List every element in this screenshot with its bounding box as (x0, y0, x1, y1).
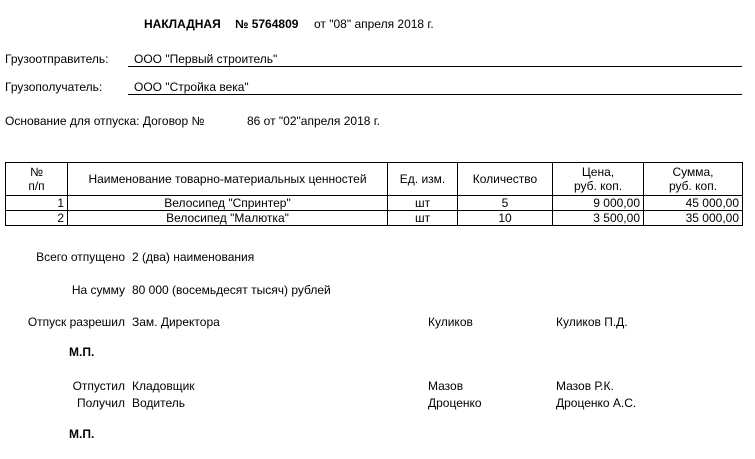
header-unit: Ед. изм. (388, 163, 458, 196)
sender-underline (128, 66, 742, 67)
received-by-signature: Дроценко (428, 396, 482, 410)
received-by-label: Получил (77, 396, 125, 410)
row-num: 2 (6, 211, 68, 226)
row-sum: 45 000,00 (644, 196, 743, 211)
row-price: 3 500,00 (553, 211, 644, 226)
header-sum-line1: Сумма, (672, 165, 714, 179)
header-qty: Количество (458, 163, 553, 196)
header-sum-line2: руб. коп. (668, 179, 718, 193)
row-name: Велосипед "Малютка" (68, 211, 388, 226)
row-unit: шт (388, 196, 458, 211)
header-num (6, 163, 68, 196)
basis-value: 86 от "02"апреля 2018 г. (247, 114, 381, 128)
received-by-name: Дроценко А.С. (556, 396, 637, 410)
header-price-line2: руб. коп. (573, 179, 623, 193)
released-total-label: Всего отпущено (36, 250, 125, 264)
header-num-line1: № (30, 165, 43, 179)
row-sum: 35 000,00 (644, 211, 743, 226)
items-table (5, 162, 743, 226)
released-by-name: Мазов Р.К. (556, 379, 614, 393)
stamp-place-2: М.П. (69, 427, 95, 441)
document-date: от "08" апреля 2018 г. (314, 17, 434, 31)
sum-total-label: На сумму (71, 283, 125, 297)
document-title: НАКЛАДНАЯ (144, 17, 221, 31)
sum-total-value: 80 000 (восемьдесят тысяч) рублей (132, 283, 331, 297)
released-by-position: Кладовщик (132, 379, 195, 393)
header-name: Наименование товарно-материальных ценностей (68, 163, 388, 196)
receiver-underline (128, 94, 742, 95)
header-price-line1: Цена, (581, 165, 615, 179)
header-num-line2: п/п (28, 179, 45, 193)
row-num: 1 (6, 196, 68, 211)
document-number: № 5764809 (235, 17, 299, 31)
permitted-label: Отпуск разрешил (27, 315, 125, 329)
header-price (553, 163, 644, 196)
row-qty: 10 (458, 211, 553, 226)
permitted-signature: Куликов (428, 315, 473, 329)
header-sum (644, 163, 743, 196)
receiver-value: ООО "Стройка века" (134, 80, 249, 94)
released-by-signature: Мазов (428, 379, 464, 393)
row-unit: шт (388, 211, 458, 226)
row-qty: 5 (458, 196, 553, 211)
table-row (6, 196, 743, 211)
released-by-label: Отпустил (72, 379, 125, 393)
permitted-name: Куликов П.Д. (556, 315, 628, 329)
received-by-position: Водитель (132, 396, 186, 410)
stamp-place-1: М.П. (69, 345, 95, 359)
row-price: 9 000,00 (553, 196, 644, 211)
released-total-value: 2 (два) наименования (132, 250, 255, 264)
row-name: Велосипед "Спринтер" (68, 196, 388, 211)
basis-label: Основание для отпуска: Договор № (5, 114, 205, 128)
table-row (6, 211, 743, 226)
table-header-row (6, 163, 743, 196)
sender-label: Грузоотправитель: (5, 52, 109, 66)
receiver-label: Грузополучатель: (5, 80, 103, 94)
sender-value: ООО "Первый строитель" (134, 52, 278, 66)
permitted-position: Зам. Директора (132, 315, 220, 329)
